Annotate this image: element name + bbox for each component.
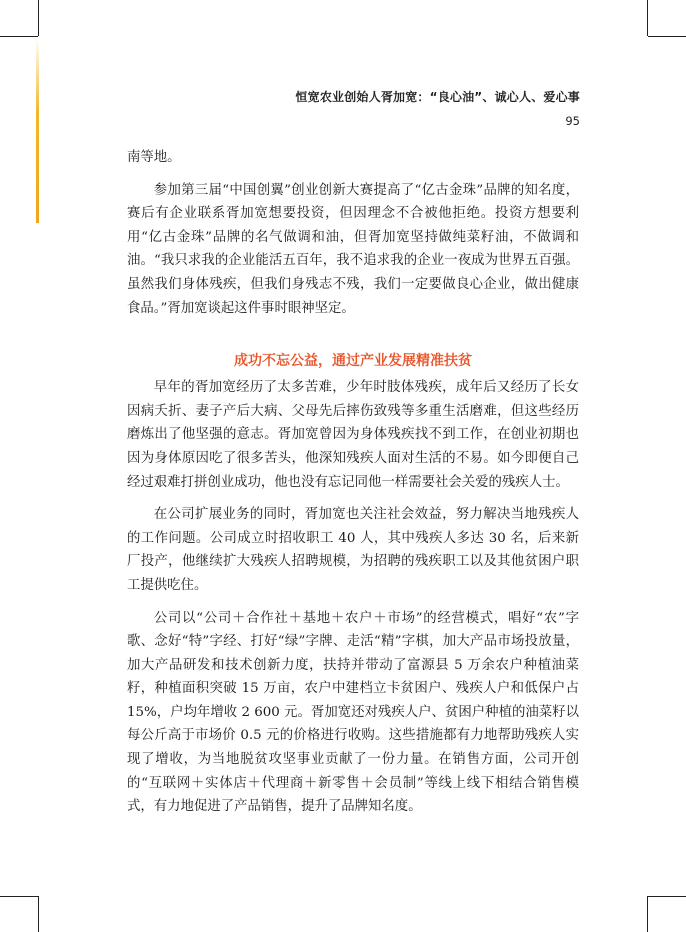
crop-mark-bottom-left-horizontal	[0, 896, 38, 897]
paragraph: 参加第三届“中国创翼”创业创新大赛提高了“亿古金珠”品牌的知名度，赛后有企业联系胥加宽想要投资，但因理念不合被他拒绝。投资方想要利用“亿古金珠”品牌的名气做调和油，但胥加宽坚持做纯菜籽油，不做调和油。“我只求我的企业能活五百年，我不追求我的企业一夜成为世界五百强。虽然我们身体残疾，但我们身残志不残，我们一定要做良心企业，做出健康食品。”胥加宽谈起这件事时眼神坚定。	[127, 182, 579, 316]
crop-mark-top-right-horizontal	[648, 36, 686, 37]
crop-mark-top-left-horizontal	[0, 36, 38, 37]
crop-mark-top-right-vertical	[647, 0, 648, 36]
running-header-title: 恒宽农业创始人胥加宽：“良心油”、诚心人、爱心事	[295, 90, 580, 104]
page-number: 95	[565, 114, 580, 128]
paragraph: 在公司扩展业务的同时，胥加宽也关注社会效益，努力解决当地残疾人的工作问题。公司成立时招收职工 40 人，其中残疾人多达 30 名，后来新厂投产，他继续扩大残疾人招聘规模，为招聘的残疾职工以及其他贫困户职工提供吃住。	[127, 507, 579, 593]
page-body	[127, 146, 579, 819]
paragraph-continuation: 南等地。	[127, 150, 181, 165]
crop-mark-top-left-vertical	[38, 0, 39, 36]
crop-mark-bottom-left-vertical	[38, 896, 39, 932]
paragraph: 早年的胥加宽经历了太多苦难，少年时肢体残疾，成年后又经历了长女因病夭折、妻子产后大病、父母先后摔伤致残等多重生活磨难，但这些经历磨炼出了他坚强的意志。胥加宽曾因为身体残疾找不到工作，在创业初期也因为身体原因吃了很多苦头，他深知残疾人面对生活的不易。如今即便自己经过艰难打拼创业成功，他也没有忘记同他一样需要社会关爱的残疾人士。	[127, 380, 579, 490]
decorative-side-bar	[36, 38, 39, 223]
crop-mark-bottom-right-vertical	[647, 896, 648, 932]
section-heading: 成功不忘公益，通过产业发展精准扶贫	[234, 353, 472, 370]
crop-mark-bottom-right-horizontal	[648, 896, 686, 897]
paragraph: 公司以“公司＋合作社＋基地＋农户＋市场”的经营模式，唱好“农”字歌、念好“特”字经、打好“绿”字牌、走活“精”字棋，加大产品市场投放量，加大产品研发和技术创新力度，扶持并带动了富源县 5 万余农户种植油菜籽，种植面积突破 15 万亩，农户中建档立卡贫困户、残疾人户和低保户占 15%，户均年增收 2 600 元。胥加宽还对残疾人户、贫困户种植的油菜籽以每公斤高于市场价 0.5 元的价格进行收购。这些措施都有力地帮助残疾人实现了增收，为当地脱贫攻坚事业贡献了一份力量。在销售方面，公司开创的“互联网＋实体店＋代理商＋新零售＋会员制”等线上线下相结合销售模式，有力地促进了产品销售，提升了品牌知名度。	[127, 610, 579, 815]
